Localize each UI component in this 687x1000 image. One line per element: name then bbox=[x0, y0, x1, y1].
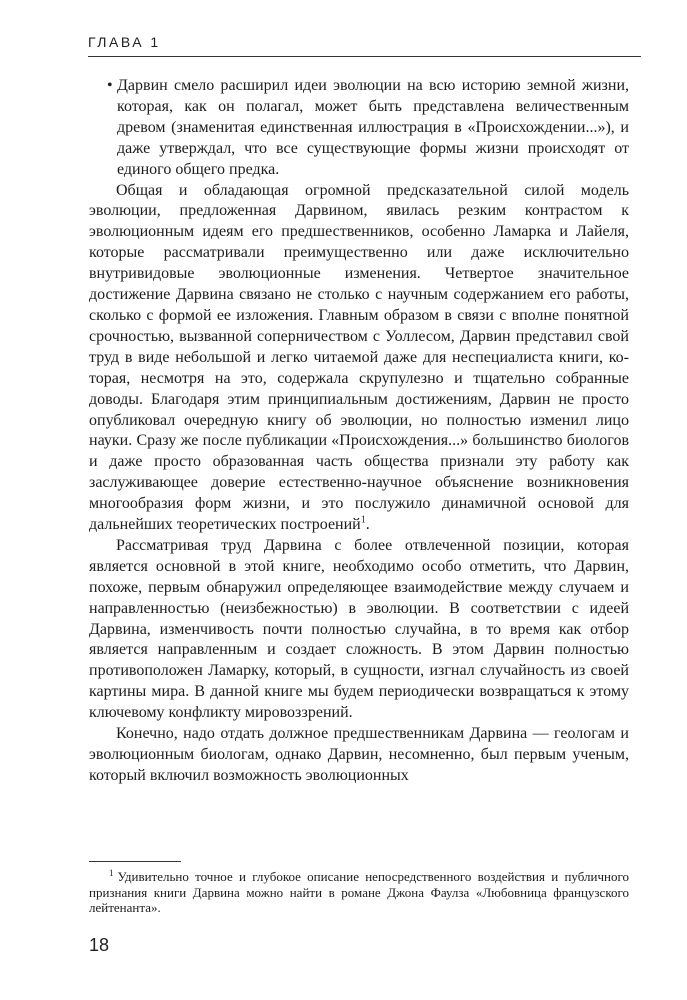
paragraph-1 bbox=[89, 181, 629, 536]
chapter-label: ГЛАВА 1 bbox=[88, 34, 161, 50]
footnote-rule bbox=[89, 861, 181, 862]
main-text bbox=[89, 76, 629, 787]
footnote-reference: 1 bbox=[360, 514, 366, 526]
header-rule bbox=[88, 56, 641, 57]
bullet-icon: • bbox=[107, 77, 113, 94]
footnote-text: Удивительно точное и глубокое описание непосредственного воздействия и публичного признания книги Дарвина можно найти в романе Джона Фаулза «Любовница французского лейтенанта». bbox=[89, 869, 629, 916]
page-number: 18 bbox=[89, 935, 110, 955]
footnote-number: 1 bbox=[109, 867, 114, 878]
footnote bbox=[89, 869, 629, 916]
paragraph-3: Конечно, надо отдать должное предшественникам Дарвина — геологам и эволюционным биологам, однако Дарвин, несомненно, был первым ученым, который включил возможность эволюционных bbox=[89, 725, 629, 784]
bullet-item bbox=[89, 76, 629, 181]
running-header bbox=[88, 34, 641, 57]
paragraph-1-text: Общая и обладающая огромной предсказательной силой модель эволюции, предложенная Дарвином, явилась резким контрастом к эволюционным идеям его предшественников, особенно Ламарка и Лайеля, которые рассматривали преимущественно или даже исключительно внутривидовые эволюционные изменения. Четвертое значительное достижение Дарвина связано не столько с научным содержанием его работы, сколько с формой ее изложения. Главным образом в связи с вполне понятной срочностью, вызванной соперничеством с Уоллесом, Дарвин представил свой труд в виде небольшой и легко читаемой даже для неспециалиста книги, которая, несмотря на это, содержала скрупулезно и тщательно собранные доводы. Благодаря этим принципиальным достижениям, Дарвин не просто опубликовал очередную книгу об эволюции, но полностью изменил лицо науки. Сразу же после публикации «Происхождения...» большинство биологов и даже просто образованная часть общества признали эту работу как заслуживающее доверие естественно-научное объяснение возникновения многообразия форм жизни, и это послужило динамичной основой для дальнейших теоретических построений bbox=[89, 181, 629, 534]
paragraph-2: Рассматривая труд Дарвина с более отвлеченной позиции, которая является основной в этой книге, необходимо особо отметить, что Дарвин, похоже, первым обнаружил определяющее взаимодействие между случаем и направленностью (неизбежностью) в эволюции. В соответствии с идеей Дарвина, изменчивость почти полностью случайна, в то время как отбор является направленным и создает сложность. В этом Дарвин полностью противоположен Ламарку, который, в сущности, изгнал случайность из своей картины мира. В данной книге мы будем периодически возвращаться к этому ключевому конфликту мировоззрений. bbox=[89, 536, 629, 722]
bullet-text: Дарвин смело расширил идеи эволюции на всю историю земной жизни, которая, как он полагал, может быть представлена величественным древом (знаменитая единственная иллюстрация в «Происхождении...»), и даже утверждал, что все существующие формы жизни происходят от единого общего предка. bbox=[117, 77, 629, 178]
paragraph-1-end: . bbox=[365, 516, 370, 534]
